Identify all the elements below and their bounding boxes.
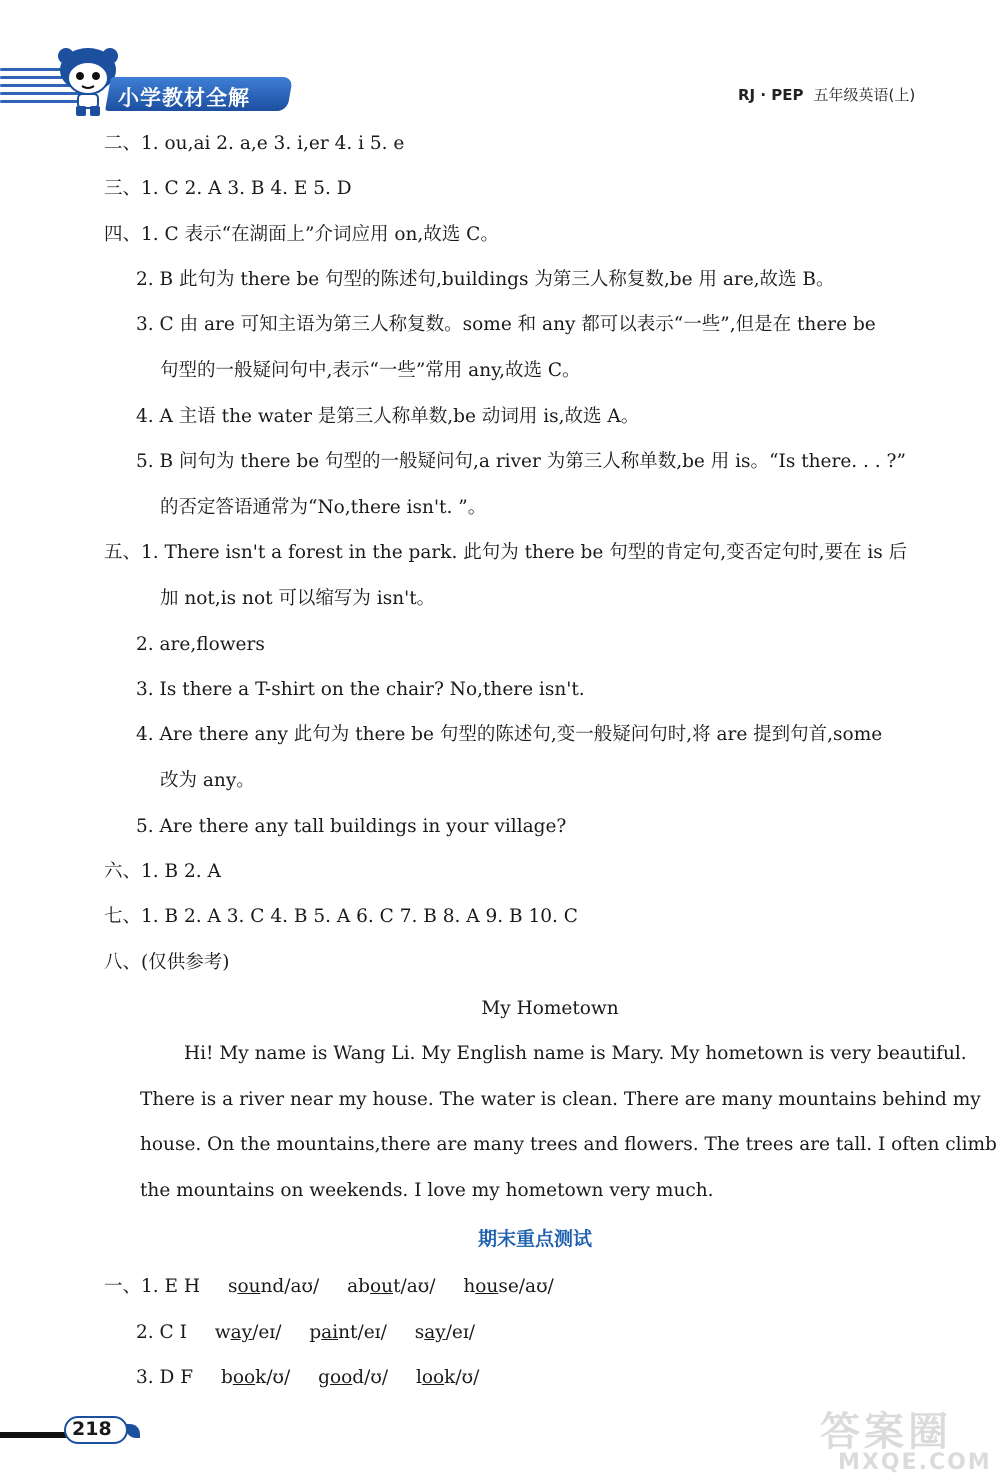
answer-line: 改为 any。 bbox=[160, 770, 255, 791]
phonics-label: 一、1. E H bbox=[104, 1276, 201, 1297]
badge-bar bbox=[0, 1432, 70, 1438]
answer-line: 句型的一般疑问句中,表示“一些”常用 any,故选 C。 bbox=[160, 360, 581, 381]
answer-line: 5. Are there any tall buildings in your village? bbox=[136, 816, 567, 837]
phonics-line bbox=[136, 1365, 501, 1391]
section-title: 期末重点测试 bbox=[477, 1228, 592, 1250]
answer-line: 八、(仅供参考) bbox=[104, 952, 230, 973]
answer-line: 四、1. C 表示“在湖面上”介词应用 on,故选 C。 bbox=[104, 224, 499, 245]
essay-line: Hi! My name is Wang Li. My English name is Mary. My hometown is very beautiful. bbox=[184, 1043, 967, 1064]
answer-line: 2. are,flowers bbox=[136, 634, 265, 655]
series-label: RJ · PEP bbox=[738, 86, 804, 104]
leaf-icon bbox=[126, 1424, 140, 1438]
book-series bbox=[738, 84, 915, 105]
answer-line: 2. B 此句为 there be 句型的陈述句,buildings 为第三人称复数,be 用 are,故选 B。 bbox=[136, 269, 835, 290]
answer-line: 4. A 主语 the water 是第三人称单数,be 动词用 is,故选 A。 bbox=[136, 406, 640, 427]
page-header bbox=[0, 40, 1000, 120]
answer-line: 二、1. ou,ai 2. a,e 3. i,er 4. i 5. e bbox=[104, 133, 405, 154]
answer-line: 4. Are there any 此句为 there be 句型的陈述句,变一般疑问句时,将 are 提到句首,some bbox=[136, 724, 883, 745]
watermark-logo-text: 答案圈 bbox=[820, 1409, 952, 1455]
page-number: 218 bbox=[72, 1418, 112, 1440]
phonics-label: 3. D F bbox=[136, 1367, 194, 1388]
phonics-label: 2. C I bbox=[136, 1322, 187, 1343]
watermark-url: MXQE.COM bbox=[838, 1450, 992, 1475]
answer-line: 3. C 由 are 可知主语为第三人称复数。some 和 any 都可以表示“一些”,但是在 there be bbox=[136, 314, 876, 335]
phonics-word: book/ʊ/ bbox=[220, 1367, 291, 1388]
phonics-word: sound/aʊ/ bbox=[227, 1276, 320, 1297]
watermark bbox=[820, 1400, 990, 1478]
answer-line: 七、1. B 2. A 3. C 4. B 5. A 6. C 7. B 8. A 9. B 10. C bbox=[104, 906, 578, 927]
phonics-word: about/aʊ/ bbox=[347, 1276, 436, 1297]
essay-line: the mountains on weekends. I love my hometown very much. bbox=[140, 1180, 714, 1201]
phonics-word: say/eɪ/ bbox=[414, 1322, 476, 1343]
phonics-line bbox=[104, 1274, 576, 1300]
banner-title: 小学教材全解 bbox=[118, 86, 250, 110]
grade-label: 五年级英语(上) bbox=[813, 86, 916, 104]
phonics-word: look/ʊ/ bbox=[415, 1367, 480, 1388]
answer-line: 5. B 问句为 there be 句型的一般疑问句,a river 为第三人称单数,be 用 is。“Is there. . . ?” bbox=[136, 451, 906, 472]
essay-line: house. On the mountains,there are many trees and flowers. The trees are tall. I often climb bbox=[140, 1134, 997, 1155]
essay-title: My Hometown bbox=[481, 998, 619, 1019]
phonics-word: paint/eɪ/ bbox=[309, 1322, 387, 1343]
answer-line: 加 not,is not 可以缩写为 isn't。 bbox=[160, 588, 436, 609]
answer-line: 三、1. C 2. A 3. B 4. E 5. D bbox=[104, 178, 352, 199]
phonics-word: good/ʊ/ bbox=[318, 1367, 389, 1388]
essay-line: There is a river near my house. The water is clean. There are many mountains behind my bbox=[140, 1089, 981, 1110]
answer-line: 五、1. There isn't a forest in the park. 此句为 there be 句型的肯定句,变否定句时,要在 is 后 bbox=[104, 542, 908, 563]
answer-line: 3. Is there a T-shirt on the chair? No,there isn't. bbox=[136, 679, 585, 700]
phonics-word: house/aʊ/ bbox=[463, 1276, 554, 1297]
page-number-badge bbox=[0, 1414, 150, 1444]
answer-line: 六、1. B 2. A bbox=[104, 861, 221, 882]
phonics-word: way/eɪ/ bbox=[214, 1322, 282, 1343]
answer-line: 的否定答语通常为“No,there isn't. ”。 bbox=[160, 497, 487, 518]
phonics-line bbox=[136, 1320, 497, 1346]
